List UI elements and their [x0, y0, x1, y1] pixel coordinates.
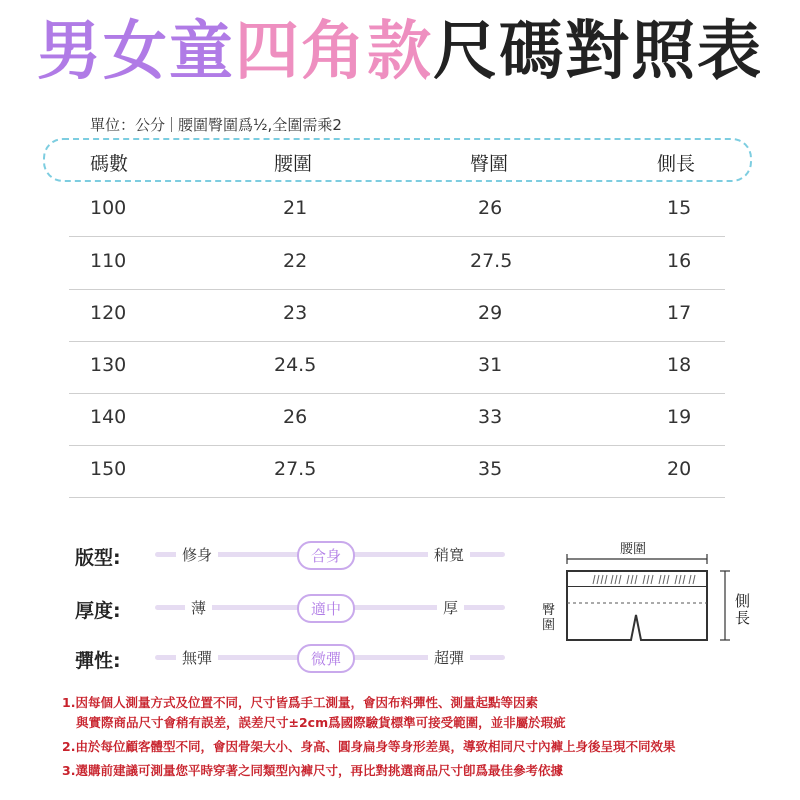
- note-line: 1.因每個人測量方式及位置不同，尺寸皆爲手工測量，會因布料彈性、測量起點等因素: [62, 695, 538, 710]
- cell-waist: 22: [283, 250, 308, 272]
- cell-side-length: 15: [667, 197, 692, 219]
- unit-line: [90, 114, 342, 135]
- boxer-brief-diagram-icon: [535, 535, 765, 650]
- page-title: [0, 12, 800, 92]
- diagram-waist-label: 腰圍: [620, 542, 647, 557]
- table-row: [69, 289, 725, 342]
- title-part-1: 男女童: [37, 15, 235, 89]
- header-hip: 臀圍: [470, 153, 509, 175]
- thickness-option-medium-selected: 適中: [297, 594, 355, 623]
- cell-waist: 23: [283, 302, 308, 324]
- thickness-option-thick: 厚: [437, 597, 464, 618]
- cell-hip: 35: [478, 458, 503, 480]
- cell-side-length: 20: [667, 458, 692, 480]
- table-row: [69, 184, 725, 237]
- note-line: 2.由於每位顧客體型不同，會因骨架大小、身高、圓身扁身等身形差異，導致相同尺寸內褲上身後呈現不同效果: [62, 739, 676, 754]
- fit-option-loose: 稍寬: [428, 544, 470, 565]
- cell-side-length: 19: [667, 406, 692, 428]
- table-row: [69, 341, 725, 394]
- unit-note: 腰圍臀圍爲½,全圍需乘2: [178, 116, 342, 134]
- header-waist: 腰圍: [274, 153, 313, 175]
- table-row: [69, 237, 725, 290]
- fit-option-slim: 修身: [176, 544, 218, 565]
- elasticity-option-high: 超彈: [428, 647, 470, 668]
- unit-separator: [171, 117, 172, 132]
- cell-side-length: 16: [667, 250, 692, 272]
- table-row: [69, 445, 725, 498]
- thickness-label: 厚度:: [75, 600, 121, 622]
- header-size: 碼數: [90, 153, 129, 175]
- cell-waist: 27.5: [274, 458, 317, 480]
- measurement-diagram: [535, 535, 765, 654]
- unit-label: 單位：公分: [90, 116, 166, 134]
- cell-hip: 29: [478, 302, 503, 324]
- title-part-3: 尺碼對照表: [433, 15, 763, 89]
- cell-hip: 33: [478, 406, 503, 428]
- cell-size: 120: [90, 302, 127, 324]
- note-line: 3.選購前建議可測量您平時穿著之同類型內褲尺寸，再比對挑選商品尺寸卽爲最佳參考依據: [62, 763, 563, 778]
- cell-waist: 26: [283, 406, 308, 428]
- cell-size: 150: [90, 458, 127, 480]
- cell-hip: 26: [478, 197, 503, 219]
- fit-option-regular-selected: 合身: [297, 541, 355, 570]
- cell-side-length: 17: [667, 302, 692, 324]
- header-side-length: 側長: [657, 153, 696, 175]
- note-line: 與實際商品尺寸會稍有誤差，誤差尺寸±2cm爲國際驗貨標準可接受範圍，並非屬於瑕疵: [76, 715, 566, 730]
- cell-size: 140: [90, 406, 127, 428]
- cell-hip: 27.5: [470, 250, 513, 272]
- notes-section: [62, 693, 675, 781]
- elasticity-option-slight-selected: 微彈: [297, 644, 355, 673]
- cell-size: 130: [90, 354, 127, 376]
- cell-size: 110: [90, 250, 127, 272]
- cell-side-length: 18: [667, 354, 692, 376]
- cell-waist: 21: [283, 197, 308, 219]
- diagram-side-label: 側長: [735, 592, 751, 627]
- cell-hip: 31: [478, 354, 503, 376]
- cell-waist: 24.5: [274, 354, 317, 376]
- fit-label: 版型:: [75, 547, 121, 569]
- title-part-2: 四角款: [235, 15, 433, 89]
- table-header-box: [43, 138, 752, 182]
- thickness-option-thin: 薄: [185, 597, 212, 618]
- elasticity-option-none: 無彈: [176, 647, 218, 668]
- cell-size: 100: [90, 197, 127, 219]
- elasticity-label: 彈性:: [75, 650, 121, 672]
- table-row: [69, 393, 725, 446]
- diagram-hip-label: 臀圍: [542, 603, 556, 633]
